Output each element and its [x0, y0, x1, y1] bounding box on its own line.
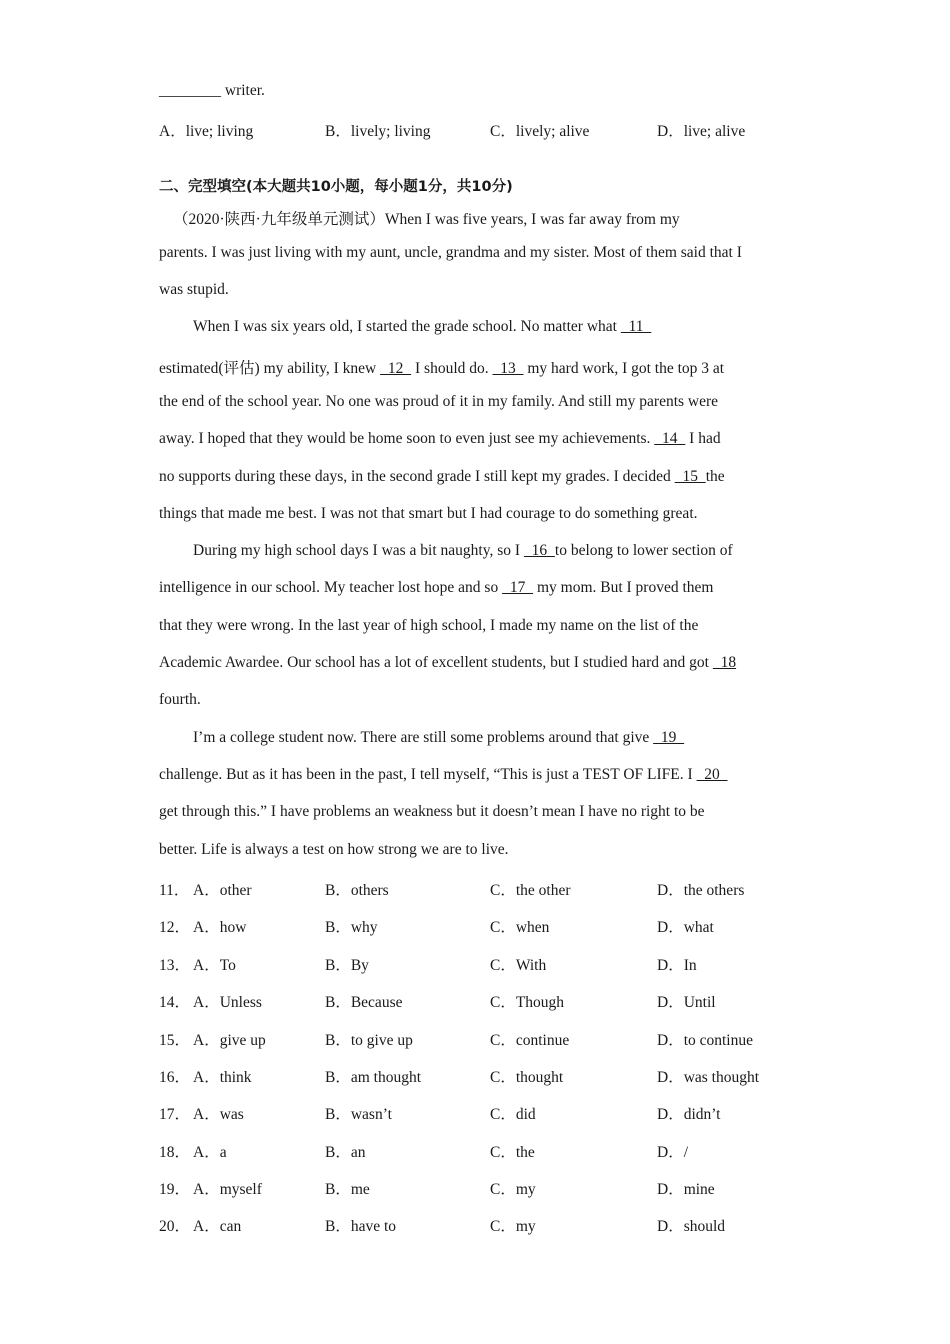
option-b: B．have to — [325, 1218, 397, 1235]
passage-line: no supports during these days, in the second grade I still kept my grades. I decided 15 the — [159, 468, 725, 485]
blank-19: 19 — [653, 729, 685, 746]
prev-option-d: D．live; alive — [657, 123, 746, 140]
option-b: B．wasn’t — [325, 1106, 392, 1123]
option-d: D．was thought — [657, 1069, 760, 1086]
question-11: 11． A．other — [159, 882, 252, 899]
passage-line: parents. I was just living with my aunt, uncle, grandma and my sister. Most of them said that I — [159, 244, 742, 261]
option-b: B．an — [325, 1144, 366, 1161]
passage-line: （2020·陕西·九年级单元测试）When I was five years, I was far away from my — [173, 211, 680, 228]
option-b: B．Because — [325, 994, 403, 1011]
blank-12: 12 — [380, 360, 412, 377]
passage-line: that they were wrong. In the last year of high school, I made my name on the list of the — [159, 617, 699, 634]
question-18: 18． A．a — [159, 1144, 227, 1161]
passage-line: away. I hoped that they would be home soon to even just see my achievements. 14 I had — [159, 430, 721, 447]
option-d: D．didn’t — [657, 1106, 721, 1123]
question-19: 19． A．myself — [159, 1181, 262, 1198]
question-17: 17． A．was — [159, 1106, 244, 1123]
blank-16: 16 — [523, 542, 555, 559]
passage-line: challenge. But as it has been in the past, I tell myself, “This is just a TEST OF LIFE. I 20 — [159, 766, 728, 783]
option-d: D．should — [657, 1218, 726, 1235]
option-c: C．thought — [490, 1069, 564, 1086]
prev-question-tail — [159, 82, 265, 100]
blank-18: 18 — [712, 654, 737, 671]
passage-line: was stupid. — [159, 281, 229, 298]
question-12: 12． A．how — [159, 919, 247, 936]
prev-question-text: writer. — [221, 82, 265, 99]
option-d: D．/ — [657, 1144, 689, 1161]
option-c: C．Though — [490, 994, 565, 1011]
option-d: D．mine — [657, 1181, 715, 1198]
question-16: 16． A．think — [159, 1069, 252, 1086]
option-c: C．continue — [490, 1032, 570, 1049]
passage-line: better. Life is always a test on how strong we are to live. — [159, 841, 509, 858]
option-c: C．the other — [490, 882, 571, 899]
blank-20: 20 — [696, 766, 728, 783]
passage-line: Academic Awardee. Our school has a lot of excellent students, but I studied hard and got 18 — [159, 654, 737, 671]
question-13: 13． A．To — [159, 957, 236, 974]
passage-line: intelligence in our school. My teacher lost hope and so 17 my mom. But I proved them — [159, 579, 714, 596]
option-c: C．the — [490, 1144, 535, 1161]
blank-11: 11 — [620, 318, 652, 335]
blank-17: 17 — [502, 579, 534, 596]
passage-line: the end of the school year. No one was proud of it in my family. And still my parents were — [159, 393, 719, 410]
option-c: C．when — [490, 919, 550, 936]
question-20: 20． A．can — [159, 1218, 242, 1235]
option-c: C．With — [490, 957, 547, 974]
blank-13: 13 — [492, 360, 524, 377]
blank-15: 15 — [674, 468, 706, 485]
blank-14: 14 — [654, 430, 686, 447]
question-14: 14． A．Unless — [159, 994, 262, 1011]
answer-blank: ________ — [159, 82, 221, 99]
passage-line: I’m a college student now. There are still some problems around that give 19 — [193, 729, 685, 746]
option-b: B．me — [325, 1181, 370, 1198]
option-b: B．others — [325, 882, 389, 899]
option-d: D．In — [657, 957, 697, 974]
prev-option-b: B．lively; living — [325, 123, 431, 140]
passage-line: things that made me best. I was not that smart but I had courage to do something great. — [159, 505, 698, 522]
option-b: B．why — [325, 919, 378, 936]
option-c: C．my — [490, 1218, 536, 1235]
passage-line: During my high school days I was a bit naughty, so I 16 to belong to lower section of — [193, 542, 733, 559]
option-c: C．my — [490, 1181, 536, 1198]
option-b: B．am thought — [325, 1069, 422, 1086]
passage-line: estimated(评估) my ability, I knew 12 I should do. 13 my hard work, I got the top 3 at — [159, 360, 725, 377]
option-d: D．Until — [657, 994, 716, 1011]
passage-line: get through this.” I have problems an weakness but it doesn’t mean I have no right to be — [159, 803, 705, 820]
section-heading: 二、完型填空(本大题共10小题，每小题1分，共10分) — [159, 179, 513, 195]
option-d: D．to continue — [657, 1032, 753, 1049]
prev-option-c: C．lively; alive — [490, 123, 590, 140]
option-d: D．what — [657, 919, 714, 936]
passage-line: fourth. — [159, 691, 201, 708]
prev-option-a: A．live; living — [159, 123, 254, 140]
passage-line: When I was six years old, I started the grade school. No matter what 11 — [193, 318, 652, 335]
option-c: C．did — [490, 1106, 536, 1123]
option-d: D．the others — [657, 882, 745, 899]
option-b: B．By — [325, 957, 369, 974]
question-15: 15． A．give up — [159, 1032, 266, 1049]
option-b: B．to give up — [325, 1032, 413, 1049]
